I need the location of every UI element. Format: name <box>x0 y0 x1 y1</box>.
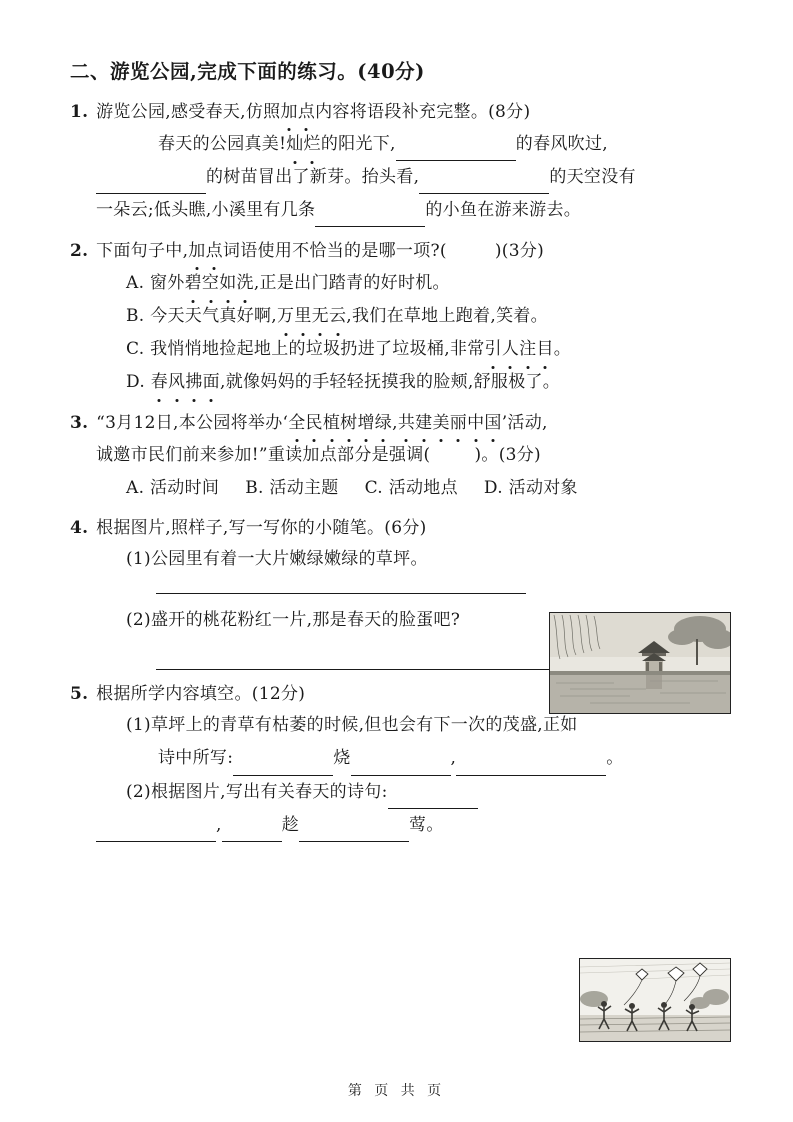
page-footer: 第 页 共 页 <box>347 1083 446 1099</box>
question-1-body-line-2: 的树苗冒出了新芽。抬头看, 的天空没有 <box>70 161 731 194</box>
question-2-choice-a[interactable]: A. 窗外碧空如洗,正是出门踏青的好时机。 <box>70 267 731 300</box>
answer-blank-1a[interactable] <box>396 140 516 161</box>
question-3-choices[interactable] <box>70 472 731 505</box>
question-3-prompt-line-2: 诚邀市民们前来参加!”重读加点部分是强调( )。(3分) <box>96 445 541 466</box>
answer-blank-5f[interactable] <box>222 821 282 842</box>
question-3-number: 3. <box>70 413 89 434</box>
question-2-choice-b[interactable]: B. 今天天气真好啊,万里无云,我们在草地上跑着,笑着。 <box>70 300 731 333</box>
question-1-number: 1. <box>70 102 89 122</box>
question-1-prompt <box>70 98 731 128</box>
park-photo-illustration <box>550 613 730 713</box>
answer-blank-1b[interactable] <box>96 173 206 194</box>
question-3-choice-d[interactable]: D. 活动对象 <box>483 478 578 499</box>
question-3-prompt-line-1 <box>70 409 731 439</box>
answer-blank-5d[interactable] <box>388 788 478 809</box>
answer-blank-1d[interactable] <box>315 207 425 228</box>
fill-word-chase: 趁 <box>281 814 300 835</box>
question-5-sub-2-line-2: , 趁 莺。 <box>70 809 731 842</box>
question-4-sub-1: (1)公园里有着一大片嫩绿嫩绿的草坪。 <box>126 549 428 570</box>
question-5-text: 根据所学内容填空。(12分) <box>96 683 306 704</box>
answer-blank-5b[interactable] <box>351 755 451 776</box>
fill-word-oriole: 莺 <box>409 814 427 835</box>
kites-photo <box>579 958 731 1042</box>
question-1-body-line-1: 春天的公园真美!灿烂的阳光下, 的春风吹过, <box>70 128 731 161</box>
question-1-body-line-3: 一朵云;低头瞧,小溪里有几条 的小鱼在游来游去。 <box>70 194 731 227</box>
park-photo <box>549 612 731 714</box>
question-4-number: 4. <box>70 517 89 538</box>
answer-line-4b[interactable] <box>156 668 586 670</box>
question-2-choice-c[interactable]: C. 我悄悄地捡起地上的垃圾扔进了垃圾桶,非常引人注目。 <box>70 333 731 366</box>
question-2-number: 2. <box>70 241 89 262</box>
question-3 <box>70 409 731 505</box>
question-4-sub-2: (2)盛开的桃花粉红一片,那是春天的脸蛋吧? <box>126 610 461 631</box>
question-3-text-1: “3月12日,本公园将举办‘全民植树增绿,共建美丽中国’活动, <box>96 413 548 433</box>
question-5-sub-1-line-1: (1)草坪上的青草有枯萎的时候,但也会有下一次的茂盛,正如 <box>126 715 578 736</box>
question-3-choice-b[interactable]: B. 活动主题 <box>245 478 339 499</box>
answer-blank-5a[interactable] <box>233 755 333 776</box>
kites-illustration <box>580 959 730 1041</box>
answer-line-4a[interactable] <box>156 592 526 594</box>
question-2 <box>70 237 731 399</box>
question-5-number: 5. <box>70 683 89 704</box>
answer-blank-5e[interactable] <box>96 821 216 842</box>
answer-blank-5c[interactable] <box>456 755 606 776</box>
question-2-text: 下面句子中,加点词语使用不恰当的是哪一项?( )(3分) <box>96 241 544 261</box>
question-3-choice-a[interactable]: A. 活动时间 <box>126 478 220 499</box>
section-title: 二、游览公园,完成下面的练习。(40分) <box>70 60 425 83</box>
question-2-prompt <box>70 237 731 267</box>
question-4-prompt <box>70 514 731 544</box>
question-4-text: 根据图片,照样子,写一写你的小随笔。(6分) <box>96 517 427 538</box>
question-1 <box>70 98 731 227</box>
question-1-text: 游览公园,感受春天,仿照加点内容将语段补充完整。(8分) <box>96 102 530 122</box>
answer-blank-1c[interactable] <box>419 173 549 194</box>
answer-blank-5g[interactable] <box>299 821 409 842</box>
question-2-choice-d[interactable]: D. 春风拂面,就像妈妈的手轻轻抚摸我的脸颊,舒服极了。 <box>70 366 731 399</box>
question-3-choice-c[interactable]: C. 活动地点 <box>364 478 458 499</box>
question-5-sub-1-line-2: 诗中所写: 烧 , 。 <box>70 742 731 775</box>
question-5-sub-2-line-1: (2)根据图片,写出有关春天的诗句: <box>70 776 731 809</box>
fill-word-burn: 烧 <box>333 748 351 769</box>
